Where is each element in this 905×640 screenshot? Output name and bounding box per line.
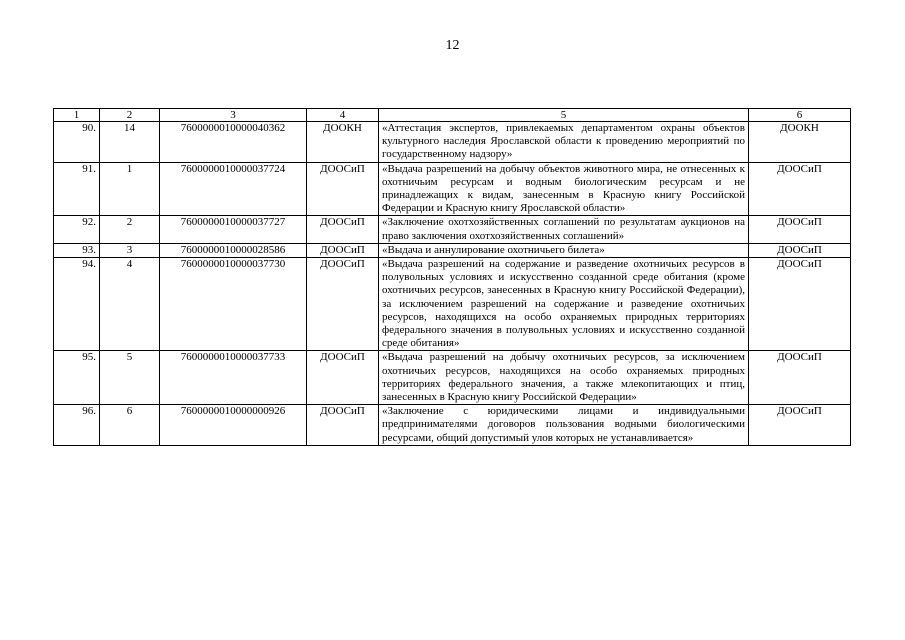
service-code-cell: 7600000010000037727 bbox=[160, 216, 307, 243]
service-name-cell: «Аттестация экспертов, привлекаемых департаментом охраны объектов культурного наследия Ярославской области к проведению мероприятий по государственному надзору» bbox=[379, 122, 749, 163]
table-row bbox=[54, 216, 851, 243]
header-cell-6: 6 bbox=[749, 109, 851, 122]
table-body bbox=[54, 109, 851, 446]
responsible-cell: ДООСиП bbox=[749, 258, 851, 351]
service-name-cell: «Выдача разрешений на содержание и разведение охотничьих ресурсов в полувольных условиях и искусственно созданной среде обитания (кроме охотничьих ресурсов, занесенных в Красную книгу Российской Федерации), за исключением разрешений на содержание и разведение охотничьих ресурсов, находящихся на особо охраняемых природных территориях федерального значения в полувольных условиях и искусственно созданной среде обитания» bbox=[379, 258, 749, 351]
header-cell-5: 5 bbox=[379, 109, 749, 122]
service-name-cell: «Выдача разрешений на добычу охотничьих ресурсов, за исключением охотничьих ресурсов, находящихся на особо охраняемых природных территориях федерального значения, а также млекопитающих и птиц, занесенных в Красную книгу Российской Федерации» bbox=[379, 351, 749, 405]
row-number-cell: 96. bbox=[54, 405, 100, 446]
sub-number-cell: 4 bbox=[100, 258, 160, 351]
sub-number-cell: 1 bbox=[100, 162, 160, 216]
sub-number-cell: 2 bbox=[100, 216, 160, 243]
department-cell: ДООКН bbox=[307, 122, 379, 163]
responsible-cell: ДООСиП bbox=[749, 162, 851, 216]
table-row bbox=[54, 122, 851, 163]
row-number-cell: 94. bbox=[54, 258, 100, 351]
responsible-cell: ДООСиП bbox=[749, 405, 851, 446]
responsible-cell: ДООКН bbox=[749, 122, 851, 163]
row-number-cell: 91. bbox=[54, 162, 100, 216]
row-number-cell: 92. bbox=[54, 216, 100, 243]
department-cell: ДООСиП bbox=[307, 351, 379, 405]
service-code-cell: 7600000010000040362 bbox=[160, 122, 307, 163]
service-name-cell: «Выдача разрешений на добычу объектов животного мира, не отнесенных к охотничьим ресурсам и водным биологическим ресурсам и не принадлежащих к видам, занесенным в Красную книгу Российской Федерации и Красную книгу Ярославской области» bbox=[379, 162, 749, 216]
responsible-cell: ДООСиП bbox=[749, 351, 851, 405]
header-cell-4: 4 bbox=[307, 109, 379, 122]
table-header-row bbox=[54, 109, 851, 122]
row-number-cell: 95. bbox=[54, 351, 100, 405]
department-cell: ДООСиП bbox=[307, 405, 379, 446]
department-cell: ДООСиП bbox=[307, 243, 379, 257]
header-cell-2: 2 bbox=[100, 109, 160, 122]
header-cell-3: 3 bbox=[160, 109, 307, 122]
row-number-cell: 90. bbox=[54, 122, 100, 163]
department-cell: ДООСиП bbox=[307, 216, 379, 243]
table-row bbox=[54, 351, 851, 405]
service-code-cell: 7600000010000037730 bbox=[160, 258, 307, 351]
header-cell-1: 1 bbox=[54, 109, 100, 122]
table-row bbox=[54, 162, 851, 216]
sub-number-cell: 5 bbox=[100, 351, 160, 405]
services-registry-table bbox=[53, 108, 851, 446]
page-number: 12 bbox=[445, 38, 460, 53]
table-row bbox=[54, 405, 851, 446]
table-row bbox=[54, 243, 851, 257]
sub-number-cell: 14 bbox=[100, 122, 160, 163]
sub-number-cell: 3 bbox=[100, 243, 160, 257]
service-code-cell: 7600000010000000926 bbox=[160, 405, 307, 446]
service-name-cell: «Заключение с юридическими лицами и индивидуальными предпринимателями договоров пользования водными биологическими ресурсами, общий допустимый улов которых не устанавливается» bbox=[379, 405, 749, 446]
service-code-cell: 7600000010000037724 bbox=[160, 162, 307, 216]
table-row bbox=[54, 258, 851, 351]
responsible-cell: ДООСиП bbox=[749, 216, 851, 243]
service-code-cell: 7600000010000028586 bbox=[160, 243, 307, 257]
service-name-cell: «Заключение охотхозяйственных соглашений по результатам аукционов на право заключения охотхозяйственных соглашений» bbox=[379, 216, 749, 243]
service-code-cell: 7600000010000037733 bbox=[160, 351, 307, 405]
sub-number-cell: 6 bbox=[100, 405, 160, 446]
responsible-cell: ДООСиП bbox=[749, 243, 851, 257]
row-number-cell: 93. bbox=[54, 243, 100, 257]
department-cell: ДООСиП bbox=[307, 162, 379, 216]
service-name-cell: «Выдача и аннулирование охотничьего билета» bbox=[379, 243, 749, 257]
department-cell: ДООСиП bbox=[307, 258, 379, 351]
